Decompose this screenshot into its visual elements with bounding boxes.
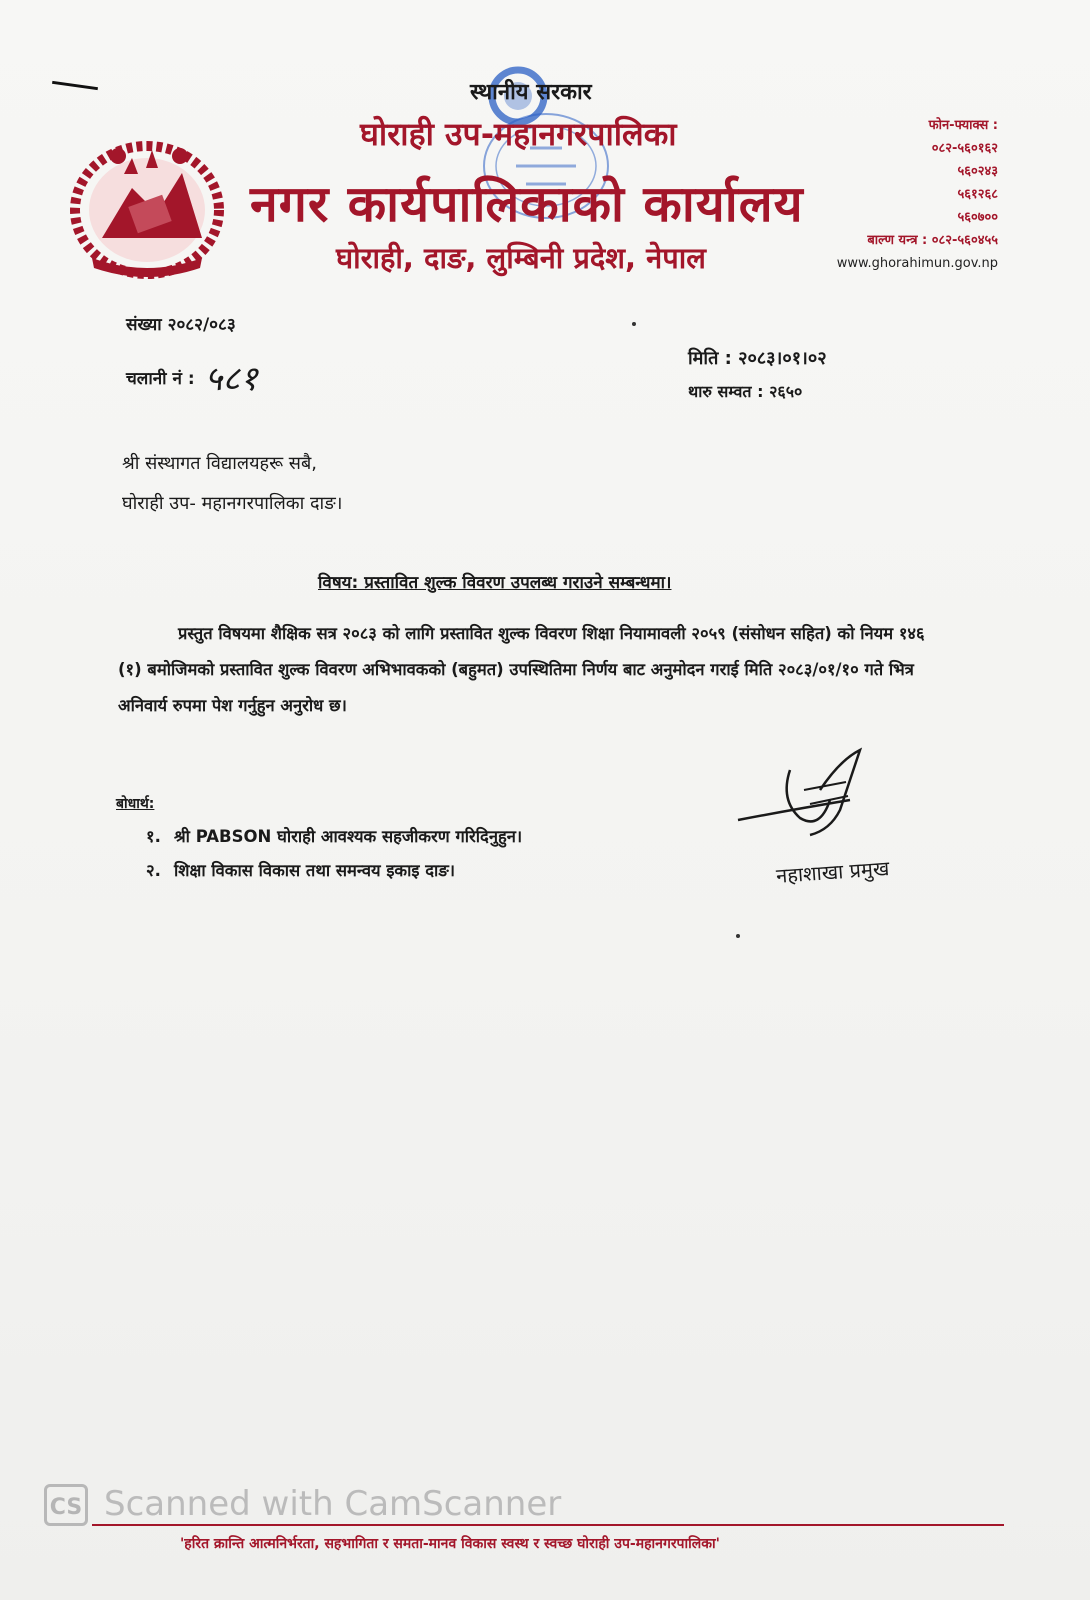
letter-date: मिति : २०८३।०१।०२ <box>688 348 827 369</box>
speck <box>632 322 636 326</box>
signer-title: नहाशाखा प्रमुख <box>775 856 891 888</box>
office-name: नगर कार्यपालिकाको कार्यालय <box>250 175 804 233</box>
government-label: स्थानीय सरकार <box>470 80 592 105</box>
addressee <box>122 444 343 524</box>
fire-number: बाल्ण यन्त्र : ०८२-५६०४५५ <box>867 233 998 248</box>
nepal-emblem-icon <box>62 128 232 288</box>
letter-body: प्रस्तुत विषयमा शैक्षिक सत्र २०८३ को लागि प्रस्तावित शुल्क विवरण शिक्षा नियामावली २०५९ (संसोधन सहित) को नियम १४६ (१) बमोजिमको प्रस्तावित शुल्क विवरण अभिभावकको (बहुमत) उपस्थितिमा निर्णय बाट अनुमोदन गराई मिति २०८३/०१/१० गते भित्र अनिवार्य रुपमा पेश गर्नुहुन अनुरोध छ। <box>118 624 925 715</box>
camscanner-watermark: Scanned with CamScanner <box>104 1484 562 1524</box>
tharu-samvat: थारु सम्वत : २६५० <box>688 382 803 401</box>
cc-item-number: २. <box>146 861 161 880</box>
speck <box>736 934 740 938</box>
chalani-handwritten-value: ५८१ <box>204 359 258 399</box>
reference-number: संख्या २०८२/०८३ <box>126 315 236 335</box>
cc-label: बोधार्थ: <box>116 796 155 812</box>
website-link[interactable]: www.ghorahimun.gov.np <box>836 256 998 271</box>
signature-icon <box>730 740 890 850</box>
cc-item-text: शिक्षा विकास विकास तथा समन्वय इकाइ दाङ। <box>174 861 456 880</box>
footer-divider <box>92 1524 1004 1526</box>
cc-item <box>146 854 522 888</box>
chalani-number <box>126 348 258 399</box>
addressee-line: श्री संस्थागत विद्यालयहरू सबै, <box>122 453 317 474</box>
cc-list <box>146 820 522 888</box>
cc-item-number: १. <box>146 827 161 846</box>
footer-slogan: 'हरित क्रान्ति आत्मनिर्भरता, सहभागिता र समता-मानव विकास स्वस्थ र स्वच्छ घोराही उप-महानगरपालिका' <box>180 1536 720 1552</box>
phone-number: ५६०७०० <box>957 210 998 225</box>
letter-subject: विषय: प्रस्तावित शुल्क विवरण उपलब्ध गराउने सम्बन्धमा। <box>318 573 672 593</box>
office-address: घोराही, दाङ, लुम्बिनी प्रदेश, नेपाल <box>336 241 706 275</box>
phone-number: ०८२-५६०१६२ <box>931 141 998 156</box>
phone-label: फोन-फ्याक्स : <box>928 118 998 133</box>
chalani-label: चलानी नं : <box>126 369 195 389</box>
cc-item <box>146 820 522 854</box>
phone-number: ५६०२४३ <box>957 164 998 179</box>
contact-block <box>837 114 998 275</box>
phone-number: ५६१२६८ <box>957 187 998 202</box>
municipality-name: घोराही उप-महानगरपालिका <box>360 115 677 153</box>
camscanner-logo: CS <box>44 1484 88 1526</box>
pen-mark <box>52 81 98 90</box>
cc-item-text: श्री PABSON घोराही आवश्यक सहजीकरण गरिदिनुहुन। <box>174 827 523 846</box>
addressee-line: घोराही उप- महानगरपालिका दाङ। <box>122 493 343 514</box>
